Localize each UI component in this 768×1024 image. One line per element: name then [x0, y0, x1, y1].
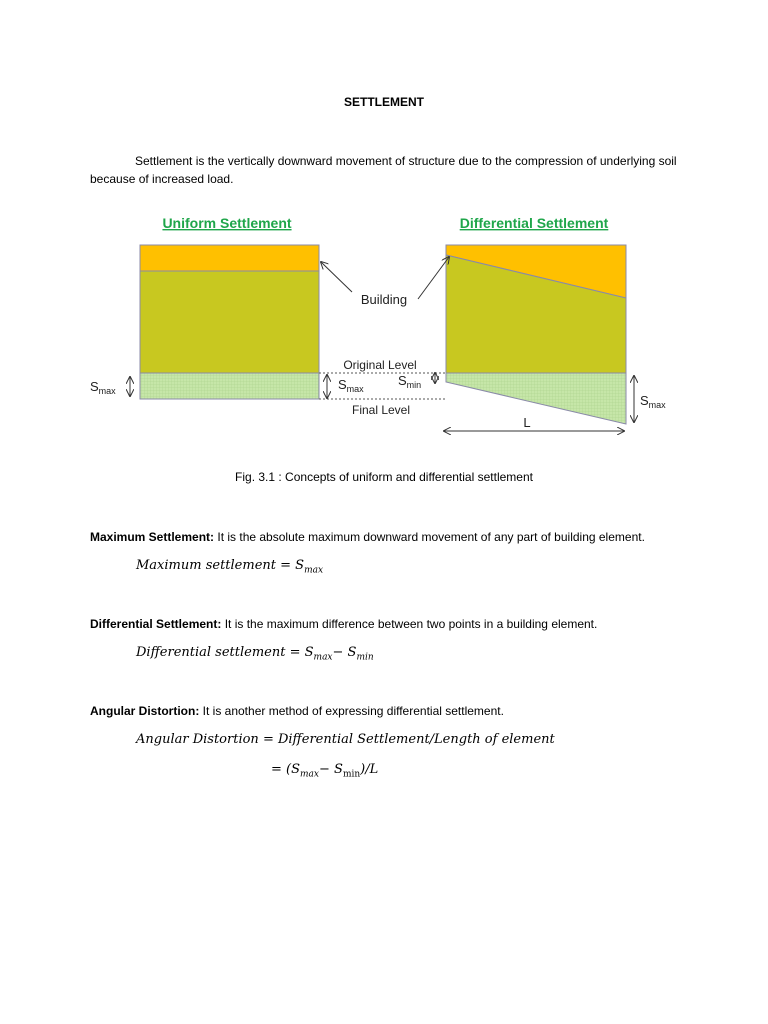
uniform-settled-zone	[140, 373, 319, 399]
figure-caption: Fig. 3.1 : Concepts of uniform and differential settlement	[235, 470, 533, 484]
uniform-building-roof	[140, 245, 319, 271]
differential-settlement-term: Differential Settlement:	[90, 617, 222, 631]
original-level-label: Original Level	[343, 358, 417, 372]
maximum-settlement-definition: Maximum Settlement: It is the absolute maximum downward movement of any part of building element.	[90, 530, 645, 544]
mid-smax-label: $S_{max}$	[338, 377, 364, 394]
settlement-figure	[80, 205, 700, 445]
differential-settled-zone	[446, 373, 626, 424]
intro-paragraph	[90, 152, 690, 188]
smin-label: $S_{min}$	[398, 373, 422, 390]
differential-settlement-formula: Differential settlement = $S_{max}- S_{min}$	[136, 645, 374, 663]
uniform-settlement-title: Uniform Settlement	[162, 215, 292, 231]
final-level-label: Final Level	[351, 403, 411, 417]
differential-settlement-title: Differential Settlement	[459, 215, 609, 231]
building-arrow-left	[321, 262, 352, 292]
angular-distortion-definition: Angular Distortion: It is another method of expressing differential settlement.	[90, 704, 504, 718]
maximum-settlement-formula: Maximum settlement = $S_{max}$	[136, 558, 324, 576]
left-smax-label: $S_{max}$	[90, 379, 116, 396]
length-label: L	[523, 415, 531, 430]
building-arrow-right	[418, 257, 449, 299]
maximum-settlement-term: Maximum Settlement:	[90, 530, 215, 544]
uniform-building-body	[140, 271, 319, 373]
right-smax-label: $S_{max}$	[640, 393, 666, 410]
angular-distortion-formula-line2: = $(S_{max}- S_{min})/L$	[271, 762, 379, 780]
intro-text: Settlement is the vertically downward movement of structure due to the compression of underlying soil because of increased load.	[90, 154, 677, 186]
angular-distortion-term: Angular Distortion:	[90, 704, 200, 718]
differential-settlement-definition: Differential Settlement: It is the maximum difference between two points in a building element.	[90, 617, 598, 631]
page-title: SETTLEMENT	[344, 95, 424, 109]
angular-distortion-formula: Angular Distortion = Differential Settlement/Length of element	[136, 732, 555, 747]
building-label: Building	[360, 292, 408, 307]
